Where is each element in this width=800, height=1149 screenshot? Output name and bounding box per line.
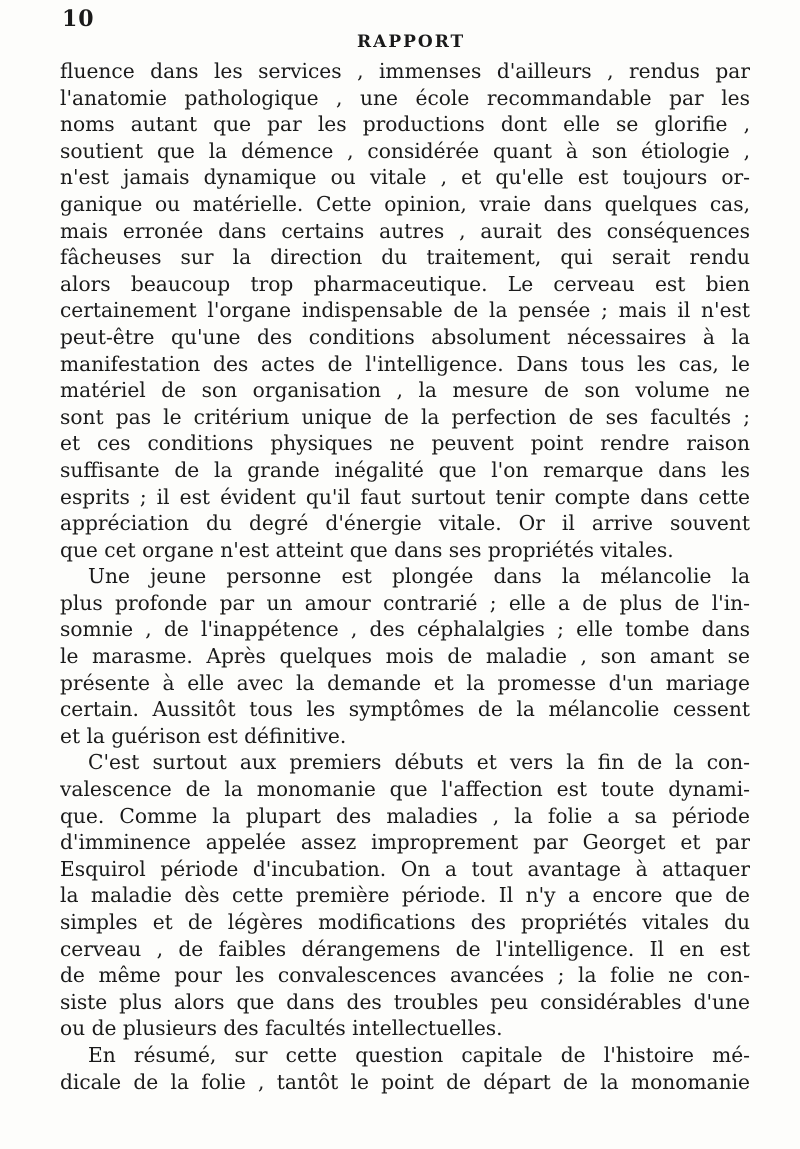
text-line: certain. Aussitôt tous les symptômes de la mélancolie cessent [60,697,750,722]
page-number: 10 [62,6,95,32]
text-line: certainement l'organe indispensable de la pensée ; mais il n'est [60,298,750,323]
text-line: l'anatomie pathologique , une école recommandable par les [60,85,750,110]
body-text [60,58,750,1095]
text-line: Une jeune personne est plongée dans la mélancolie la [88,564,750,589]
text-line: dicale de la folie , tantôt le point de départ de la monomanie [60,1069,750,1094]
text-line: d'imminence appelée assez improprement par Georget et par [60,830,750,855]
text-line: simples et de légères modifications des propriétés vitales du [60,910,750,934]
text-line: noms autant que par les productions dont elle se glorifie , [60,112,750,137]
text-line: présente à elle avec la demande et la promesse d'un mariage [60,670,750,695]
text-line: somnie , de l'inappétence , des céphalalgies ; elle tombe dans [60,617,750,642]
text-line: fâcheuses sur la direction du traitement, qui serait rendu [60,245,750,270]
text-line: En résumé, sur cette question capitale de l'histoire mé- [88,1042,750,1067]
text-line: cerveau , de faibles dérangemens de l'intelligence. Il en est [60,936,750,961]
text-line: et ces conditions physiques ne peuvent point rendre raison [60,431,750,456]
text-line: la maladie dès cette première période. Il n'y a encore que de [60,883,750,908]
text-line: de même pour les convalescences avancées ; la folie ne con- [60,963,750,988]
text-line: matériel de son organisation , la mesure de son volume ne [60,378,750,403]
text-line: mais erronée dans certains autres , aurait des conséquences [60,218,750,243]
text-line: Esquirol période d'incubation. On a tout avantage à attaquer [60,856,750,881]
text-line: le marasme. Après quelques mois de maladie , son amant se [60,644,750,669]
text-line: n'est jamais dynamique ou vitale , et qu'elle est toujours or- [60,165,750,190]
text-line: alors beaucoup trop pharmaceutique. Le cerveau est bien [60,271,750,296]
text-line: valescence de la monomanie que l'affection est toute dynami- [60,777,750,802]
text-line: que cet organe n'est atteint que dans ses propriétés vitales. [60,537,674,562]
running-head: RAPPORT [357,32,466,52]
text-line: sont pas le critérium unique de la perfection de ses facultés ; [60,404,750,429]
text-line: manifestation des actes de l'intelligence. Dans tous les cas, le [60,351,750,376]
text-line: fluence dans les services , immenses d'ailleurs , rendus par [60,59,750,83]
text-line: C'est surtout aux premiers débuts et vers la fin de la con- [88,750,750,775]
text-line: peut-être qu'une des conditions absolument nécessaires à la [60,324,750,349]
text-line: et la guérison est définitive. [60,723,347,748]
text-line: suffisante de la grande inégalité que l'on remarque dans les [60,457,750,482]
text-line: que. Comme la plupart des maladies , la folie a sa période [60,803,750,828]
text-line: esprits ; il est évident qu'il faut surtout tenir compte dans cette [60,484,750,509]
text-line: siste plus alors que dans des troubles peu considérables d'une [60,989,750,1014]
text-line: ganique ou matérielle. Cette opinion, vraie dans quelques cas, [60,191,750,216]
text-line: ou de plusieurs des facultés intellectuelles. [60,1016,503,1041]
page-header [62,6,752,52]
text-line: soutient que la démence , considérée quant à son étiologie , [60,138,750,163]
text-line: appréciation du degré d'énergie vitale. Or il arrive souvent [60,511,750,536]
text-line: plus profonde par un amour contrarié ; elle a de plus de l'in- [60,590,750,615]
